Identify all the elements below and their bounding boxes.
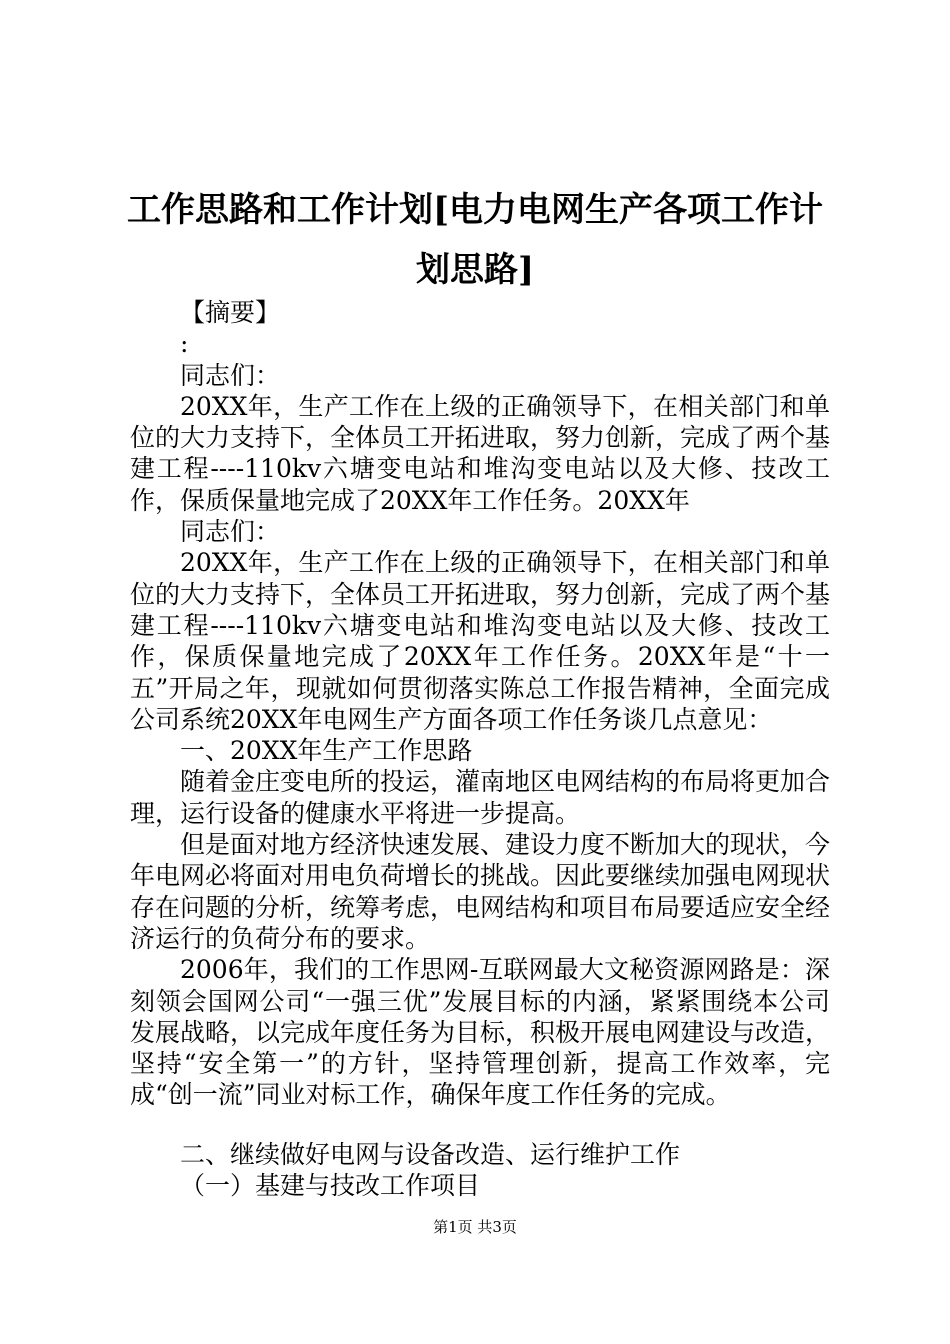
- salutation: 同志们：: [180, 360, 281, 390]
- paragraph: 20XX年，生产工作在上级的正确领导下，在相关部门和单位的大力支持下，全体员工开拓进取，努力创新，完成了两个基建工程----110kv六塘变电站和堆沟变电站以及大修、技改工作，保质保量地完成了20XX年工作任务。20XX年: [130, 391, 831, 515]
- page-number: 第1页 共3页: [433, 1218, 517, 1236]
- paragraph-gap: [130, 1111, 830, 1139]
- abstract-colon: :: [180, 329, 189, 359]
- paragraph: 2006年，我们的工作思网-互联网最大文秘资源网路是：深刻领会国网公司“一强三优”发展目标的内涵，紧紧围绕本公司发展战略，以完成年度任务为目标，积极开展电网建设与改造，坚持“安全第一”的方针，坚持管理创新，提高工作效率，完成“创一流”同业对标工作，确保年度工作任务的完成。: [130, 955, 831, 1110]
- paragraph: 随着金庄变电所的投运，灌南地区电网结构的布局将更加合理，运行设备的健康水平将进一步提高。: [130, 767, 831, 828]
- document-body: [130, 297, 830, 1201]
- section-heading: 一、20XX年生产工作思路: [180, 736, 473, 766]
- subsection-heading: （一）基建与技改工作项目: [180, 1171, 481, 1201]
- paragraph: 20XX年，生产工作在上级的正确领导下，在相关部门和单位的大力支持下，全体员工开拓进取，努力创新，完成了两个基建工程----110kv六塘变电站和堆沟变电站以及大修、技改工作，保质保量地完成了20XX年工作任务。20XX年是“十一五”开局之年，现就如何贯彻落实陈总工作报告精神，全面完成公司系统20XX年电网生产方面各项工作任务谈几点意见：: [130, 548, 831, 734]
- paragraph: 但是面对地方经济快速发展、建设力度不断加大的现状，今年电网必将面对用电负荷增长的挑战。因此要继续加强电网现状存在问题的分析，统筹考虑，电网结构和项目布局要适应安全经济运行的负荷分布的要求。: [130, 830, 831, 953]
- salutation: 同志们：: [180, 517, 281, 547]
- page-title: 工作思路和工作计划[电力电网生产各项工作计划思路]: [126, 190, 824, 290]
- abstract-label: 【摘要】: [180, 298, 281, 327]
- section-heading: 二、继续做好电网与设备改造、运行维护工作: [180, 1139, 681, 1169]
